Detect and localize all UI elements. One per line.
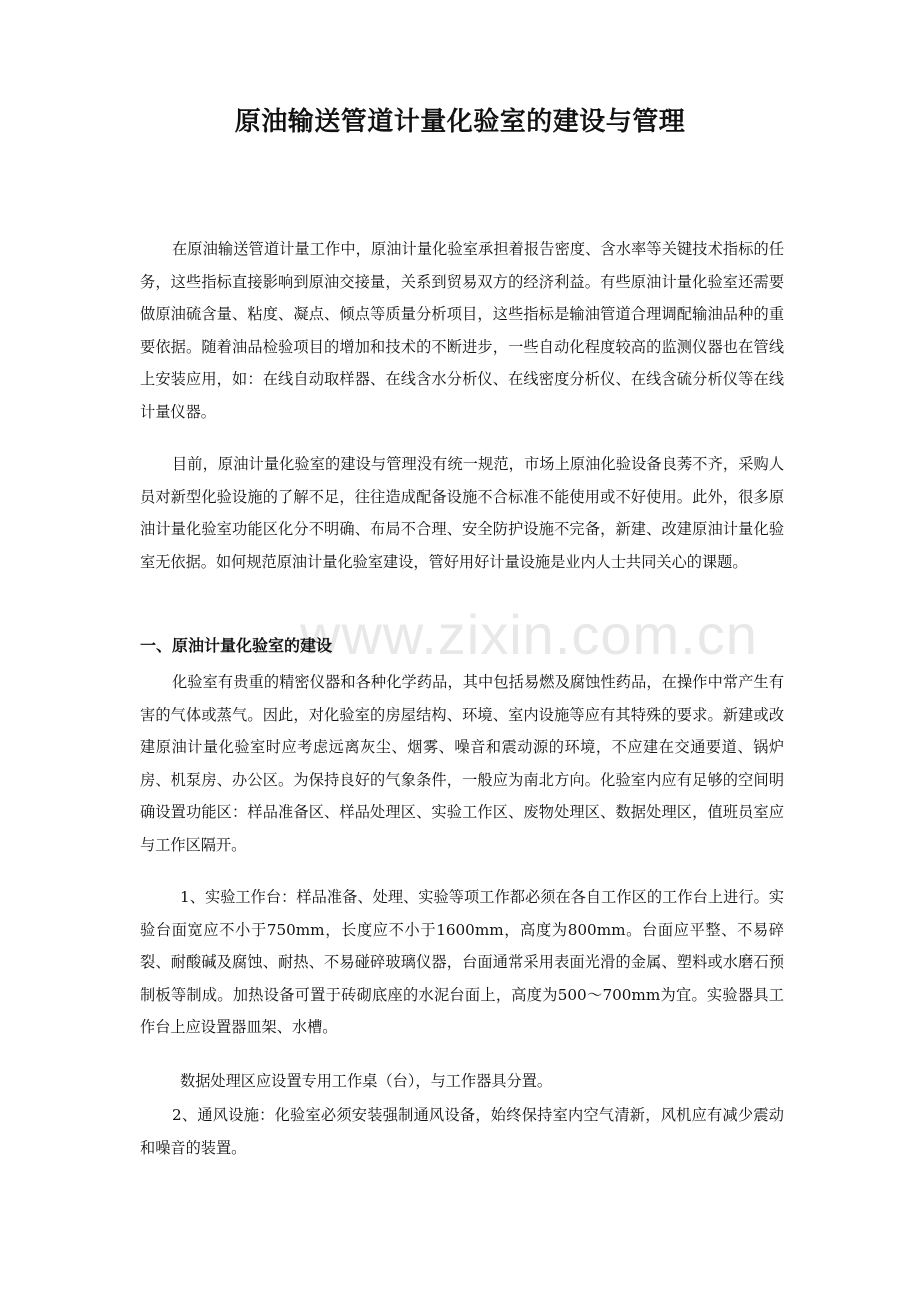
watermark: www.zixin.com.cn [300,603,758,666]
paragraph-lab-requirements: 化验室有贵重的精密仪器和各种化学药品，其中包括易燃及腐蚀性药品，在操作中常产生有害的气体或蒸气。因此，对化验室的房屋结构、环境、室内设施等应有其特殊的要求。新建或改建原油计量化验室时应考虑远离灰尘、烟雾、噪音和震动源的环境，不应建在交通要道、锅炉房、机泵房、办公区。为保持良好的气象条件，一般应为南北方向。化验室内应有足够的空间明确设置功能区：样品准备区、样品处理区、实验工作区、废物处理区、数据处理区，值班员室应与工作区隔开。 [140,673,784,854]
section-heading-construction: 一、原油计量化验室的建设 [140,636,333,655]
paragraph-ventilation: 2、通风设施：化验室必须安装强制通风设备，始终保持室内空气清新，风机应有减少震动和噪音的装置。 [140,1106,784,1157]
paragraph-current-status: 目前，原油计量化验室的建设与管理没有统一规范，市场上原油化验设备良莠不齐，采购人员对新型化验设施的了解不足，往往造成配备设施不合标准不能使用或不好使用。此外，很多原油计量化验室功能区化分不明确、布局不合理、安全防护设施不完备，新建、改建原油计量化验室无依据。如何规范原油计量化验室建设，管好用好计量设施是业内人士共同关心的课题。 [140,455,784,571]
paragraph-workbench: 1、实验工作台：样品准备、处理、实验等项工作都必须在各自工作区的工作台上进行。实验台面宽应不小于750mm，长度应不小于1600mm，高度为800mm。台面应平整、不易碎裂、耐酸碱及腐蚀、耐热、不易碰碎玻璃仪器，台面通常采用表面光滑的金属、塑料或水磨石预制板等制成。加热设备可置于砖砌底座的水泥台面上，高度为500～700mm为宜。实验器具工作台上应设置器皿架、水槽。 [140,888,784,1037]
paragraph-data-area: 数据处理区应设置专用工作桌（台），与工作器具分置。 [180,1072,553,1090]
document-title: 原油输送管道计量化验室的建设与管理 [234,107,686,137]
paragraph-intro: 在原油输送管道计量工作中，原油计量化验室承担着报告密度、含水率等关键技术指标的任务，这些指标直接影响到原油交接量，关系到贸易双方的经济利益。有些原油计量化验室还需要做原油硫含量、粘度、凝点、倾点等质量分析项目，这些指标是输油管道合理调配输油品种的重要依据。随着油品检验项目的增加和技术的不断进步，一些自动化程度较高的监测仪器也在管线上安装应用，如：在线自动取样器、在线含水分析仪、在线密度分析仪、在线含硫分析仪等在线计量仪器。 [140,240,784,421]
